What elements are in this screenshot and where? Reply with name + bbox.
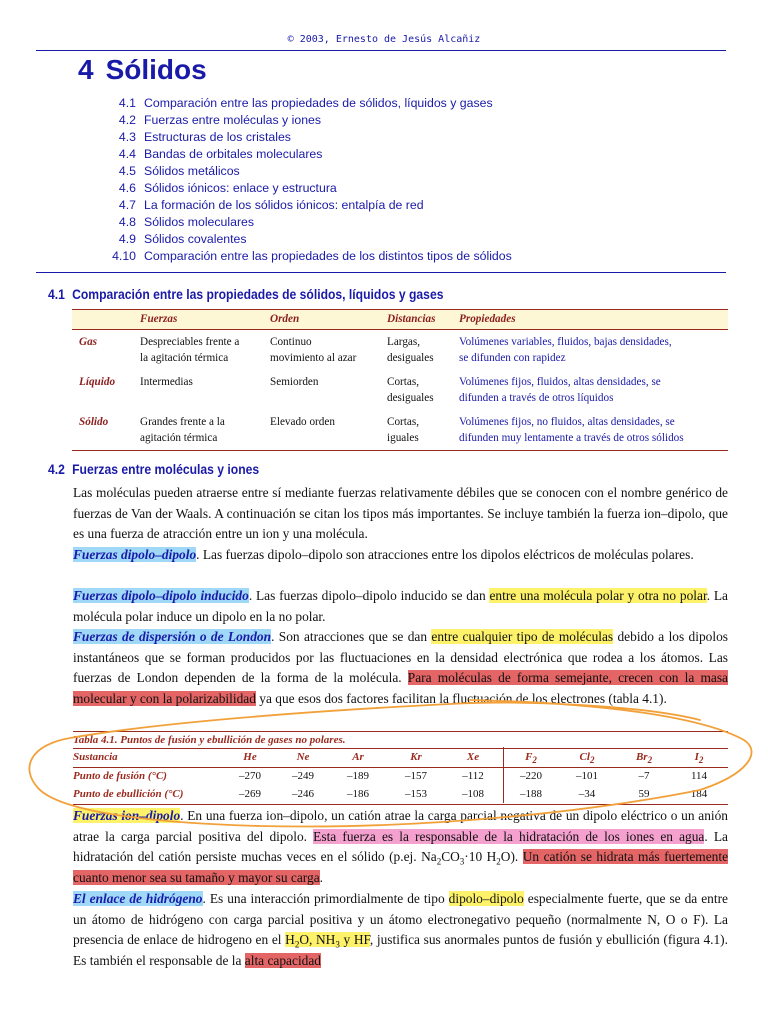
toc-label: Comparación entre las propiedades de sólidos, líquidos y gases [144, 96, 493, 110]
table-cell: Semiorden [270, 376, 319, 388]
cell-line: Grandes frente a la [140, 416, 225, 428]
cell-line: difunden muy lentamente a través de otros sólidos [459, 432, 684, 444]
cell-line: Despreciables frente a [140, 336, 240, 348]
paragraph-text: , justifica sus anormales puntos de fusión y ebullición (figura 4.1). Es también el responsable de la [73, 932, 728, 969]
paragraph-text: O). [500, 849, 523, 865]
toc-number: 4.8 [118, 215, 136, 229]
term-ion-dipolo: Fuerzas ion–dipolo [73, 808, 181, 823]
table-cell [270, 334, 356, 366]
column-header: $Cl_2$ [579, 751, 595, 766]
toc-label: Sólidos metálicos [144, 164, 240, 178]
table-cell: –157 [405, 770, 427, 782]
column-header: $Br_2$ [635, 751, 653, 766]
toc-item[interactable] [100, 231, 700, 248]
column-header: Propiedades [459, 313, 516, 325]
cell-line: difunden a través de otros líquidos [459, 392, 614, 404]
toc-label: Sólidos moleculares [144, 215, 255, 229]
table-row [73, 768, 728, 786]
table-cell: –249 [292, 770, 314, 782]
table-cell [140, 334, 239, 366]
toc-item[interactable] [100, 248, 700, 265]
term-dipolo-inducido: Fuerzas dipolo–dipolo inducido [73, 588, 249, 603]
cell-line: Volúmenes fijos, no fluidos, altas densidades, se [459, 416, 675, 428]
column-header: Ne [296, 751, 310, 763]
subscript: 2 [496, 857, 501, 868]
paragraph-text: . Las fuerzas dipolo–dipolo inducido se dan [248, 588, 490, 603]
toc-label: Sólidos covalentes [144, 232, 247, 246]
table-cell: 59 [638, 788, 650, 800]
highlight-yellow: entre una molécula polar y otra no polar [489, 588, 707, 603]
toc-item[interactable] [100, 146, 700, 163]
chapter-title-text: Sólidos [105, 54, 207, 85]
toc-number: 4.2 [118, 113, 136, 127]
row-label: Punto de ebullición (°C) [73, 788, 184, 800]
column-header: Xe [466, 751, 480, 763]
table-cell: –186 [347, 788, 369, 800]
copyright-line: © 2003, Ernesto de Jesús Alcañiz [287, 34, 481, 45]
toc-item[interactable] [100, 197, 700, 214]
toc-number: 4.1 [118, 96, 136, 110]
melting-boiling-table [73, 731, 728, 805]
toc-label: Comparación entre las propiedades de los distintos tipos de sólidos [144, 249, 512, 263]
cell-line: Largas, [387, 336, 421, 348]
row-label: Sustancia [73, 751, 118, 763]
column-header: He [243, 751, 257, 763]
highlight-pink: Esta fuerza es la responsable de la hidratación de los iones en agua [313, 828, 705, 844]
chapter-number: 4 [78, 54, 94, 85]
cell-line: la agitación térmica [140, 352, 229, 364]
highlight-yellow: entre cualquier tipo de moléculas [431, 629, 614, 644]
table-cell: Elevado orden [270, 416, 335, 428]
cell-line: desiguales [387, 352, 434, 364]
table-cell: –188 [520, 788, 542, 800]
paragraph-text: . Son atracciones que se dan [271, 629, 432, 644]
table-cell: –7 [638, 770, 650, 782]
column-header: Fuerzas [140, 313, 178, 325]
table-cell: –269 [239, 788, 261, 800]
toc-rule [36, 272, 726, 273]
paragraph-ion-dipolo [73, 806, 728, 889]
toc-item[interactable] [100, 129, 700, 146]
term-dipolo-dipolo: Fuerzas dipolo–dipolo [73, 547, 197, 562]
subscript: 2 [436, 857, 442, 868]
cell-line: iguales [387, 432, 419, 444]
table-row [72, 410, 728, 451]
paragraph-text: . Es una interacción primordialmente de tipo [202, 891, 449, 906]
highlight-red: Para moléculas de forma semejante, crecen con la masa molecular y con la polarizabilidad [73, 670, 728, 707]
paragraph-dipolo-dipolo [73, 545, 728, 566]
term-enlace-hidrogeno: El enlace de hidrógeno [73, 891, 203, 906]
paragraph-text: . La molécula polar induce un dipolo en la no polar. [73, 588, 728, 624]
table-cell: –101 [576, 770, 598, 782]
cell-line: Volúmenes fijos, fluidos, altas densidades, se [459, 376, 661, 388]
paragraph-text: CO [441, 849, 460, 865]
toc-number: 4.4 [118, 147, 136, 161]
toc-number: 4.9 [118, 232, 136, 246]
table-cell: –108 [462, 788, 484, 800]
cell-line: movimiento al azar [270, 352, 357, 364]
table-cell: –153 [405, 788, 427, 800]
paragraph-text: . En una fuerza ion–dipolo, un catión atrae la carga parcial negativa de un dipolo eléctrico o un anión atrae la carga parcial positiva del dipolo. [73, 808, 728, 844]
table-cell: –270 [239, 770, 261, 782]
paragraph-london [73, 627, 728, 710]
toc-number: 4.5 [118, 164, 136, 178]
states-comparison-table [72, 309, 728, 451]
cell-line: Cortas, [387, 376, 420, 388]
toc-number: 4.3 [118, 130, 136, 144]
table-cell: –112 [462, 770, 484, 782]
table-cell: –246 [292, 788, 314, 800]
table-cell: 184 [690, 788, 708, 800]
table-cell [387, 374, 434, 406]
row-label: Líquido [79, 376, 116, 388]
term-london: Fuerzas de dispersión o de London [73, 629, 272, 644]
section-title: Comparación entre las propiedades de sólidos, líquidos y gases [72, 287, 444, 302]
toc-label: Bandas de orbitales moleculares [144, 147, 323, 161]
cell-line: agitación térmica [140, 432, 218, 444]
paragraph-text: ya que esos dos factores facilitan la fluctuación de los electrones (tabla 4.1). [255, 691, 667, 707]
highlight-yellow [285, 932, 370, 951]
table-cell [459, 374, 661, 406]
table-cell: –34 [578, 788, 596, 800]
section-heading-4-1 [48, 287, 443, 302]
row-label: Sólido [79, 416, 109, 428]
section-heading-4-2 [48, 462, 259, 477]
column-header: $I_2$ [694, 751, 704, 766]
table-row [72, 330, 728, 370]
toc-number: 4.10 [112, 249, 136, 263]
toc-item[interactable] [100, 112, 700, 129]
table-caption: Tabla 4.1. Puntos de fusión y ebullición de gases no polares. [73, 731, 728, 748]
highlight-yellow: dipolo–dipolo [448, 891, 524, 906]
column-separator [503, 747, 504, 803]
table-cell [387, 334, 434, 366]
paragraph-enlace-hidrogeno [73, 889, 728, 972]
top-rule [36, 50, 726, 51]
cell-line: desiguales [387, 392, 434, 404]
toc-label: La formación de los sólidos iónicos: entalpía de red [144, 198, 424, 212]
table-cell: Intermedias [140, 376, 193, 388]
column-header: Orden [270, 313, 300, 325]
table-cell [459, 334, 672, 366]
table-header-row [72, 309, 728, 330]
section-number: 4.1 [48, 287, 65, 302]
section-number: 4.2 [48, 462, 65, 477]
toc-label: Estructuras de los cristales [144, 130, 291, 144]
chapter-title [78, 54, 207, 86]
column-header: Distancias [387, 313, 436, 325]
table-cell [459, 414, 684, 446]
formula-text: y HF [339, 932, 370, 948]
toc-item[interactable] [100, 163, 700, 180]
column-header: Ar [352, 751, 364, 763]
formula-text: O, NH [299, 932, 336, 948]
row-label: Punto de fusión (°C) [73, 770, 167, 782]
table-cell: –220 [520, 770, 542, 782]
toc-item[interactable] [100, 95, 700, 112]
toc-number: 4.6 [118, 181, 136, 195]
table-row [72, 370, 728, 410]
table-row [73, 786, 728, 805]
toc-item[interactable] [100, 180, 700, 197]
toc-label: Sólidos iónicos: enlace y estructura [144, 181, 337, 195]
table-cell [140, 414, 225, 446]
paragraph-dipolo-inducido [73, 586, 728, 627]
table-of-contents [100, 95, 700, 265]
paragraph-text: ·10 H [464, 849, 497, 865]
toc-item[interactable] [100, 214, 700, 231]
paragraph-text: especialmente fuerte, que se da entre un átomo de hidrógeno con carga parcial positiva y un átomo electronegativo pequeño (normalmente N, O o F). La presencia de enlace de hidrogeno en el [73, 891, 728, 948]
highlight-red: alta capacidad [244, 953, 321, 969]
highlight-red: Un catión se hidrata más fuertemente cuanto menor sea su tamaño y mayor su carga [73, 849, 729, 886]
subscript: 3 [459, 857, 465, 868]
table-cell: –189 [347, 770, 369, 782]
cell-line: Volúmenes variables, fluidos, bajas densidades, [459, 336, 672, 348]
formula-text: H [285, 932, 295, 948]
paragraph-text: . Las fuerzas dipolo–dipolo son atracciones entre los dipolos eléctricos de moléculas polares. [196, 547, 694, 562]
toc-label: Fuerzas entre moléculas y iones [144, 113, 322, 127]
cell-line: se difunden con rapidez [459, 352, 566, 364]
table-cell [387, 414, 419, 446]
paragraph-text: . [319, 870, 324, 886]
table-header-row [73, 748, 728, 768]
row-label: Gas [79, 336, 98, 348]
cell-line: Continuo [270, 336, 312, 348]
section-title: Fuerzas entre moléculas y iones [72, 462, 260, 477]
toc-number: 4.7 [118, 198, 136, 212]
paragraph-text: debido a los dipolos instantáneos que se forman producidos por las fluctuaciones en la densidad electrónica que rodea a los átomos. Las fuerzas de London dependen de la forma de la molécula. [73, 629, 728, 686]
intro-paragraph: Las moléculas pueden atraerse entre sí mediante fuerzas relativamente débiles que se conocen con el nombre genérico de fuerzas de Van der Waals. A continuación se citan los tipos más importantes. Se incluye también la fuerza ion–dipolo, que es una fuerza de atracción entre un ion y una molécula. [73, 485, 728, 542]
table-cell: 114 [690, 770, 708, 782]
column-header: Kr [410, 751, 422, 763]
column-header: $F_2$ [525, 751, 537, 766]
subscript: 3 [335, 940, 340, 951]
subscript: 2 [294, 940, 300, 951]
paragraph-text: . La hidratación del catión persiste muchas veces en el sólido (p.ej. Na [73, 828, 729, 865]
cell-line: Cortas, [387, 416, 420, 428]
